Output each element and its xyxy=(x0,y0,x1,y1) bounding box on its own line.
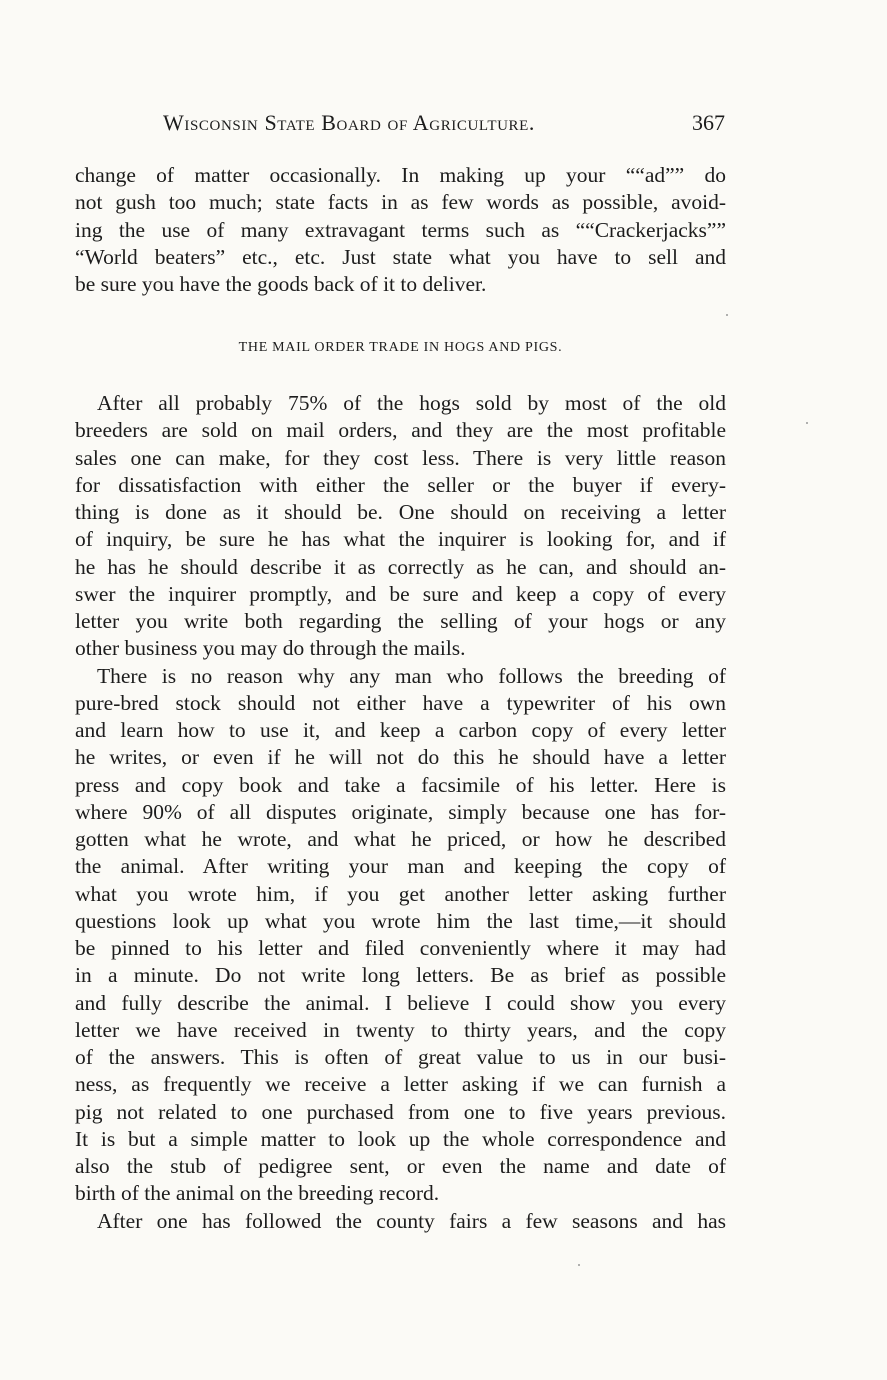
text-line: After all probably 75% of the hogs sold by most of the old xyxy=(97,391,726,415)
text-line: After one has followed the county fairs a few seasons and has xyxy=(97,1208,726,1233)
page-number: 367 xyxy=(692,110,725,135)
text-line: pig not related to one purchased from one to five years previous. xyxy=(75,1099,726,1124)
text-line: other business you may do through the mails. xyxy=(75,636,466,661)
text-line: There is no reason why any man who follows the breeding of xyxy=(97,663,726,688)
text-line: where 90% of all disputes originate, simply because one has for- xyxy=(75,799,726,824)
text-line: questions look up what you wrote him the last time,—it should xyxy=(75,908,726,933)
text-line: the animal. After writing your man and keeping the copy of xyxy=(75,854,726,879)
paper-speck xyxy=(726,314,728,316)
opening-paragraph xyxy=(75,162,726,298)
running-title: Wisconsin State Board of Agriculture. xyxy=(163,110,535,135)
text-line: gotten what he wrote, and what he priced, or how he described xyxy=(75,827,726,851)
text-line: of the answers. This is often of great value to us in our busi- xyxy=(75,1045,726,1069)
text-line: not gush too much; state facts in as few words as possible, avoid- xyxy=(75,190,726,215)
text-line: ness, as frequently we receive a letter asking if we can furnish a xyxy=(75,1072,726,1097)
text-line: “World beaters” etc., etc. Just state what you have to sell and xyxy=(75,244,726,269)
text-line: letter we have received in twenty to thirty years, and the copy xyxy=(75,1017,726,1042)
text-line: for dissatisfaction with either the seller or the buyer if every- xyxy=(75,472,726,497)
running-head xyxy=(75,110,725,142)
text-line: ing the use of many extravagant terms such as ““Crackerjacks”” xyxy=(75,217,726,242)
paper-speck xyxy=(806,422,808,424)
text-line: also the stub of pedigree sent, or even the name and date of xyxy=(75,1154,726,1178)
text-line: pure-bred stock should not either have a typewriter of his own xyxy=(75,690,726,715)
text-line: swer the inquirer promptly, and be sure and keep a copy of every xyxy=(75,581,726,606)
text-line: and learn how to use it, and keep a carbon copy of every letter xyxy=(75,718,726,742)
text-line: thing is done as it should be. One should on receiving a letter xyxy=(75,500,726,524)
text-line: of inquiry, be sure he has what the inquirer is looking for, and if xyxy=(75,527,726,552)
text-line: change of matter occasionally. In making up your ““ad”” do xyxy=(75,163,726,187)
text-line: be sure you have the goods back of it to deliver. xyxy=(75,272,487,296)
section-heading: THE MAIL ORDER TRADE IN HOGS AND PIGS. xyxy=(238,340,563,355)
text-line: birth of the animal on the breeding record. xyxy=(75,1181,440,1206)
text-line: It is but a simple matter to look up the whole correspondence and xyxy=(75,1126,726,1151)
text-line: press and copy book and take a facsimile of his letter. Here is xyxy=(75,772,726,797)
paragraph-mail-orders xyxy=(75,390,726,1235)
text-line: and fully describe the animal. I believe I could show you every xyxy=(75,990,726,1015)
paper-speck xyxy=(578,1264,580,1266)
text-line: sales one can make, for they cost less. There is very little reason xyxy=(75,445,726,470)
text-line: in a minute. Do not write long letters. Be as brief as possible xyxy=(75,963,726,988)
text-line: what you wrote him, if you get another letter asking further xyxy=(75,881,726,906)
text-line: breeders are sold on mail orders, and they are the most profitable xyxy=(75,418,726,443)
text-line: he has he should describe it as correctly as he can, and should an- xyxy=(75,554,726,579)
text-line: he writes, or even if he will not do this he should have a letter xyxy=(75,745,726,770)
text-line: letter you write both regarding the selling of your hogs or any xyxy=(75,609,726,633)
text-line: be pinned to his letter and filed conveniently where it may had xyxy=(75,936,726,960)
